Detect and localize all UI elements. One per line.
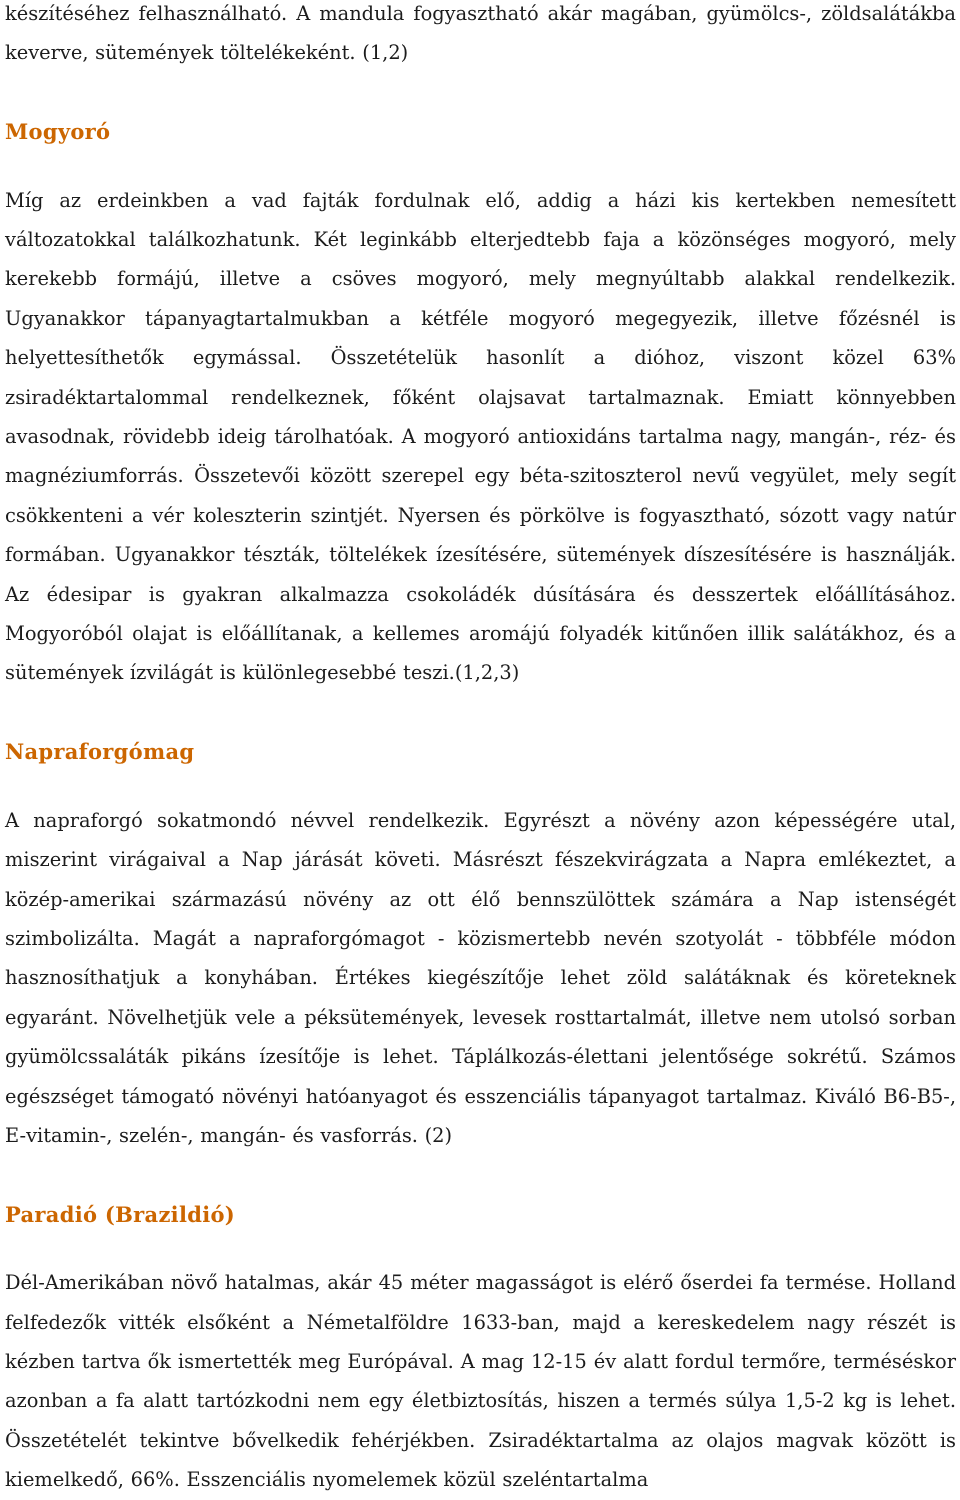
- section-body-napraforgomag: A napraforgó sokatmondó névvel rendelkezik. Egyrészt a növény azon képességére utal, miszerint virágaival a Nap járását követi. Másrészt fészekvirágzata a Napra emlékeztet, a közép-amerikai származású növény az ott élő bennszülöttek számára a Nap istenségét szimbolizálta. Magát a napraforgómagot - közismertebb nevén szotyolát - többféle módon hasznosíthatjuk a konyhában. Értékes kiegészítője lehet zöld salátáknak és köreteknek egyaránt. Növelhetjük vele a péksütemények, levesek rosttartalmát, illetve nem utolsó sorban gyümölcssaláták pikáns ízesítője is lehet. Táplálkozás-élettani jelentősége sokrétű. Számos egészséget támogató növényi hatóanyagot és esszenciális tápanyagot tartalmaz. Kiváló B6-B5-, E-vitamin-, szelén-, mangán- és vasforrás. (2): [5, 808, 956, 1147]
- section-heading-paradio: Paradió (Brazildió): [5, 1201, 236, 1227]
- spacer: [5, 1155, 956, 1194]
- section-heading-mogyoro: Mogyoró: [5, 119, 111, 145]
- section-body-paradio: Dél-Amerikában növő hatalmas, akár 45 méter magasságot is elérő őserdei fa termése. Holland felfedezők vitték elsőként a Németalföldre 1633-ban, majd a kereskedelem nagy részét is kézben tartva ők ismertették meg Európával. A mag 12-15 év alatt fordul termőre, terméséskor azonban a fa alatt tartózkodni nem egy életbiztosítás, hiszen a termés súlya 1,5-2 kg is lehet. Összetételét tekintve bővelkedik fehérjékben. Zsiradéktartalma az olajos magvak között is kiemelkedő, 66%. Esszenciális nyomelemek közül szeléntartalma: [5, 1271, 956, 1492]
- spacer: [5, 693, 956, 732]
- document-page: [5, 0, 956, 1500]
- spacer: [5, 152, 956, 181]
- spacer: [5, 772, 956, 801]
- intro-paragraph: készítéséhez felhasználható. A mandula fogyasztható akár magában, gyümölcs-, zöldsalátákba keverve, sütemények töltelékeként. (1,2): [5, 2, 956, 65]
- spacer: [5, 73, 956, 112]
- spacer: [5, 1234, 956, 1263]
- section-body-mogyoro: Míg az erdeinkben a vad fajták fordulnak elő, addig a házi kis kertekben nemesített változatokkal találkozhatunk. Két leginkább elterjedtebb faja a közönséges mogyoró, mely kerekebb formájú, illetve a csöves mogyoró, mely megnyúltabb alakkal rendelkezik. Ugyanakkor tápanyagtartalmukban a kétféle mogyoró megegyezik, illetve főzésnél is helyettesíthetők egymással. Összetételük hasonlít a dióhoz, viszont közel 63% zsiradéktartalommal rendelkeznek, főként olajsavat tartalmaznak. Emiatt könnyebben avasodnak, rövidebb ideig tárolhatóak. A mogyoró antioxidáns tartalma nagy, mangán-, réz- és magnéziumforrás. Összetevői között szerepel egy béta-szitoszterol nevű vegyület, mely segít csökkenteni a vér koleszterin szintjét. Nyersen és pörkölve is fogyasztható, sózott vagy natúr formában. Ugyanakkor tészták, töltelékek ízesítésére, sütemények díszesítésére is használják. Az édesipar is gyakran alkalmazza csokoládék dúsítására és desszertek előállításához. Mogyoróból olajat is előállítanak, a kellemes aromájú folyadék kitűnően illik salátákhoz, és a sütemények ízvilágát is különlegesebbé teszi.(1,2,3): [5, 188, 956, 685]
- section-heading-napraforgomag: Napraforgómag: [5, 739, 195, 765]
